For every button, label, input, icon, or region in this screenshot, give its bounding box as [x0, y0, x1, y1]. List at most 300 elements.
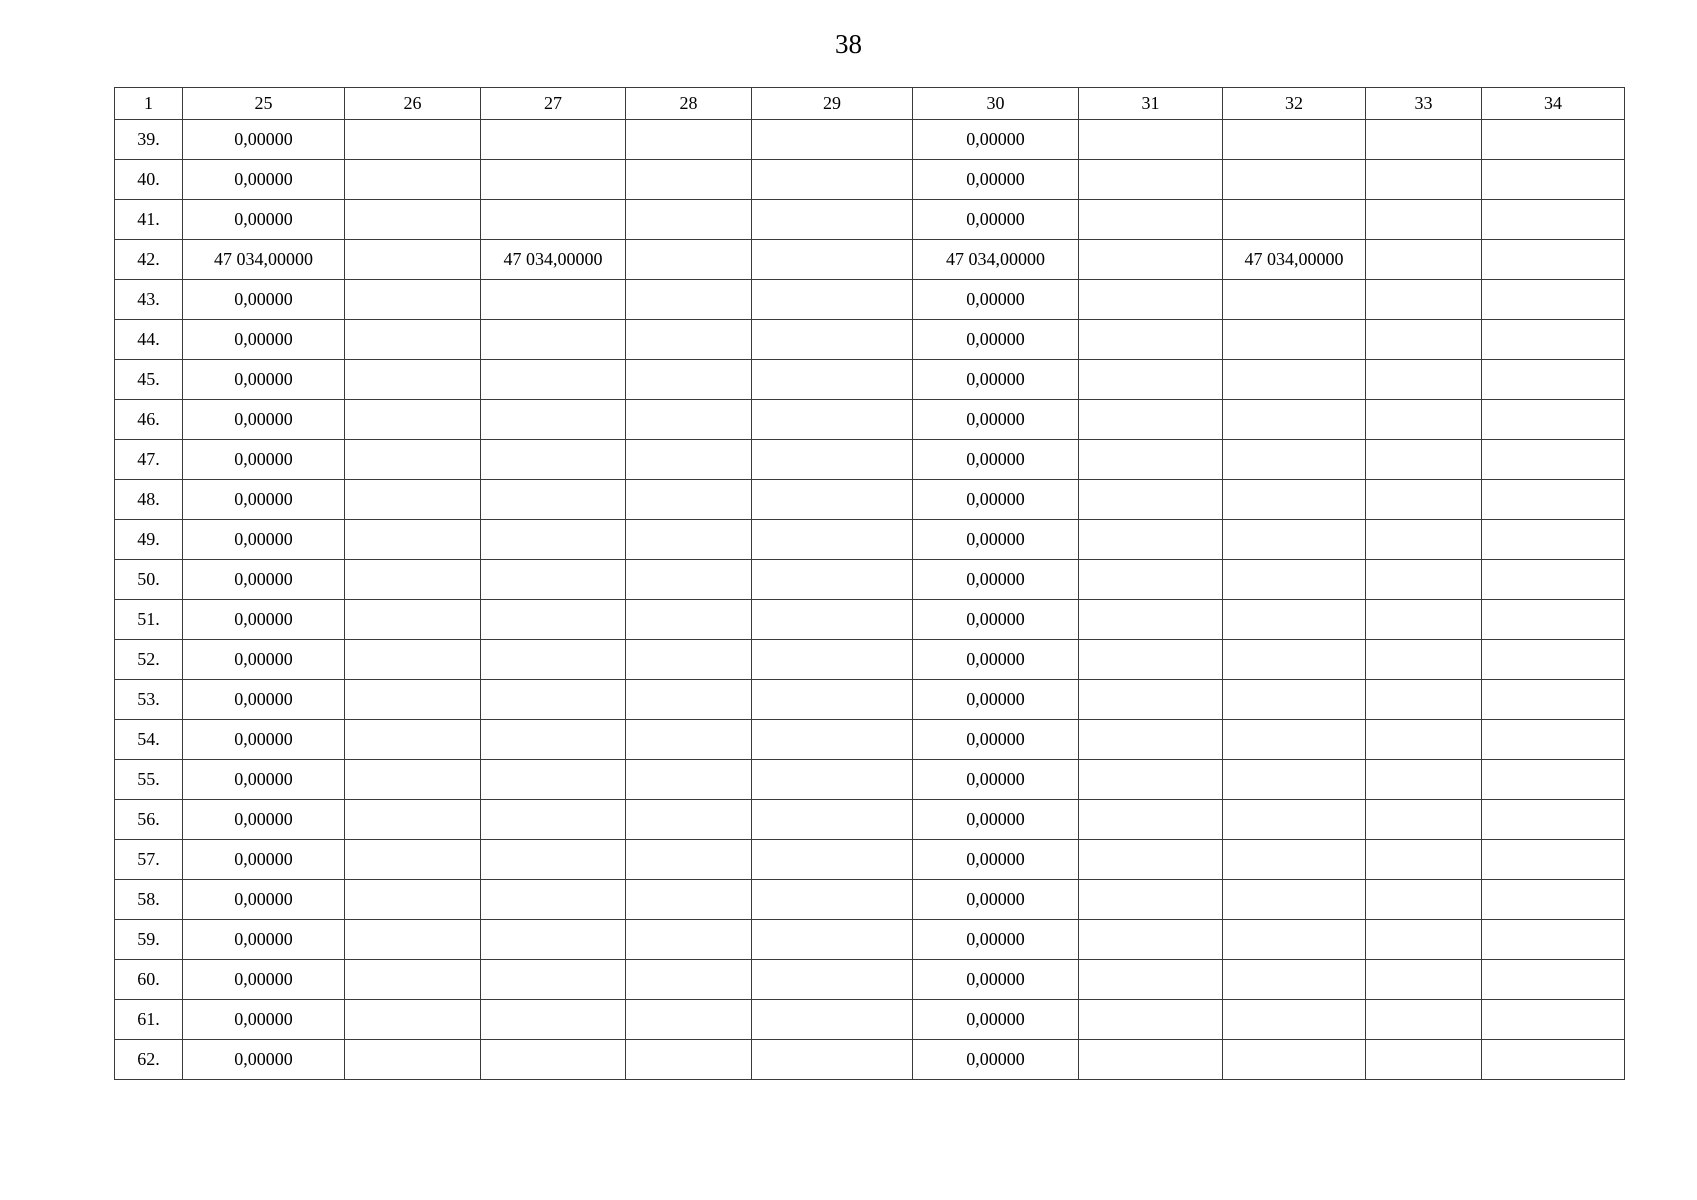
table-cell [626, 320, 752, 360]
row-number-cell: 58. [115, 880, 183, 920]
table-cell [626, 480, 752, 520]
table-cell [345, 240, 481, 280]
table-row [115, 320, 1625, 360]
column-header: 33 [1366, 88, 1482, 120]
table-cell: 0,00000 [183, 1000, 345, 1040]
table-row [115, 960, 1625, 1000]
table-cell [1223, 520, 1366, 560]
row-number-cell: 40. [115, 160, 183, 200]
row-number-cell: 43. [115, 280, 183, 320]
table-row [115, 800, 1625, 840]
table-cell: 0,00000 [913, 320, 1079, 360]
table-cell [626, 760, 752, 800]
row-number-cell: 60. [115, 960, 183, 1000]
table-cell [626, 1000, 752, 1040]
table-cell [1366, 160, 1482, 200]
row-number-cell: 52. [115, 640, 183, 680]
table-cell [1079, 160, 1223, 200]
table-cell [345, 520, 481, 560]
table-cell [1079, 560, 1223, 600]
table-cell [1223, 720, 1366, 760]
table-cell [1482, 760, 1625, 800]
page-number: 38 [835, 29, 862, 59]
table-cell [752, 640, 913, 680]
table-cell [1079, 920, 1223, 960]
table-cell [1223, 1040, 1366, 1080]
table-cell [1079, 880, 1223, 920]
table-cell [752, 520, 913, 560]
table-cell [345, 800, 481, 840]
row-number-cell: 51. [115, 600, 183, 640]
table-cell [345, 200, 481, 240]
table-cell: 0,00000 [913, 680, 1079, 720]
table-cell [1079, 1000, 1223, 1040]
table-cell [752, 360, 913, 400]
table-row [115, 600, 1625, 640]
column-header: 32 [1223, 88, 1366, 120]
table-cell [481, 600, 626, 640]
table-cell [752, 600, 913, 640]
table-cell [626, 960, 752, 1000]
table-cell [481, 320, 626, 360]
table-row [115, 360, 1625, 400]
table-cell [1223, 120, 1366, 160]
table-row [115, 480, 1625, 520]
table-cell: 0,00000 [183, 120, 345, 160]
table-cell [1079, 1040, 1223, 1080]
table-cell [1079, 320, 1223, 360]
row-number-cell: 62. [115, 1040, 183, 1080]
table-cell [345, 160, 481, 200]
table-cell: 0,00000 [183, 200, 345, 240]
table-cell [1366, 760, 1482, 800]
table-cell [752, 120, 913, 160]
row-number-cell: 41. [115, 200, 183, 240]
table-row [115, 440, 1625, 480]
table-cell [1079, 600, 1223, 640]
data-table [114, 87, 1625, 1080]
table-cell: 0,00000 [183, 680, 345, 720]
table-cell: 0,00000 [913, 560, 1079, 600]
table-cell [1366, 280, 1482, 320]
table-cell [481, 560, 626, 600]
table-cell [481, 880, 626, 920]
table-cell [1366, 520, 1482, 560]
table-cell: 0,00000 [913, 160, 1079, 200]
column-header: 27 [481, 88, 626, 120]
table-cell [481, 360, 626, 400]
table-cell [1366, 1040, 1482, 1080]
table-cell [1223, 560, 1366, 600]
table-cell [481, 400, 626, 440]
table-cell [1366, 680, 1482, 720]
table-cell: 0,00000 [913, 120, 1079, 160]
table-cell: 0,00000 [183, 920, 345, 960]
table-cell [1079, 440, 1223, 480]
table-cell [626, 920, 752, 960]
table-cell: 0,00000 [183, 800, 345, 840]
table-row [115, 400, 1625, 440]
table-row [115, 120, 1625, 160]
table-cell [626, 440, 752, 480]
table-cell [752, 1000, 913, 1040]
table-row [115, 880, 1625, 920]
table-row [115, 1000, 1625, 1040]
table-cell [1366, 600, 1482, 640]
column-header: 1 [115, 88, 183, 120]
table-cell [1366, 880, 1482, 920]
table-cell [752, 800, 913, 840]
table-cell [1223, 640, 1366, 680]
table-cell: 0,00000 [183, 1040, 345, 1080]
table-cell [1482, 360, 1625, 400]
table-cell [1482, 200, 1625, 240]
table-row [115, 200, 1625, 240]
table-cell [1079, 280, 1223, 320]
table-cell [1223, 600, 1366, 640]
table-row [115, 840, 1625, 880]
table-cell: 0,00000 [913, 640, 1079, 680]
table-cell [345, 560, 481, 600]
table-cell [1482, 960, 1625, 1000]
table-cell [345, 120, 481, 160]
table-cell: 0,00000 [913, 480, 1079, 520]
table-cell: 0,00000 [183, 400, 345, 440]
table-cell: 0,00000 [183, 280, 345, 320]
table-cell [1366, 840, 1482, 880]
table-row [115, 760, 1625, 800]
table-cell [1482, 400, 1625, 440]
table-cell [345, 360, 481, 400]
table-cell [1223, 400, 1366, 440]
table-cell [1223, 880, 1366, 920]
table-cell [481, 680, 626, 720]
table-cell [481, 960, 626, 1000]
table-cell: 0,00000 [913, 960, 1079, 1000]
table-cell: 0,00000 [913, 1000, 1079, 1040]
table-cell [481, 840, 626, 880]
table-cell [345, 640, 481, 680]
row-number-cell: 44. [115, 320, 183, 360]
table-cell: 0,00000 [183, 560, 345, 600]
row-number-cell: 53. [115, 680, 183, 720]
table-row [115, 160, 1625, 200]
table-cell: 0,00000 [913, 600, 1079, 640]
table-cell [752, 1040, 913, 1080]
table-cell [1079, 720, 1223, 760]
table-cell [1366, 440, 1482, 480]
table-cell [1223, 440, 1366, 480]
row-number-cell: 59. [115, 920, 183, 960]
table-cell: 0,00000 [183, 480, 345, 520]
table-cell [626, 160, 752, 200]
table-cell [1482, 160, 1625, 200]
table-cell [1482, 320, 1625, 360]
row-number-cell: 54. [115, 720, 183, 760]
table-cell: 0,00000 [913, 400, 1079, 440]
table-cell [1366, 800, 1482, 840]
table-cell [1482, 680, 1625, 720]
table-cell [752, 440, 913, 480]
table-cell: 0,00000 [183, 520, 345, 560]
column-header: 29 [752, 88, 913, 120]
table-cell [1223, 1000, 1366, 1040]
row-number-cell: 49. [115, 520, 183, 560]
table-cell [1223, 280, 1366, 320]
table-cell [481, 160, 626, 200]
table-cell: 0,00000 [913, 920, 1079, 960]
table-cell: 0,00000 [183, 760, 345, 800]
row-number-cell: 45. [115, 360, 183, 400]
table-row [115, 1040, 1625, 1080]
table-cell [1482, 520, 1625, 560]
table-cell [481, 640, 626, 680]
table-cell [1482, 440, 1625, 480]
table-cell [1223, 800, 1366, 840]
table-cell: 0,00000 [913, 760, 1079, 800]
row-number-cell: 46. [115, 400, 183, 440]
table-cell [1223, 920, 1366, 960]
table-cell [1223, 960, 1366, 1000]
table-cell [626, 400, 752, 440]
table-cell [481, 200, 626, 240]
table-cell [345, 1040, 481, 1080]
table-cell [1223, 160, 1366, 200]
table-cell [1223, 200, 1366, 240]
table-cell [626, 520, 752, 560]
table-cell [752, 760, 913, 800]
table-cell [752, 200, 913, 240]
table-cell [1482, 1000, 1625, 1040]
table-cell [752, 400, 913, 440]
table-cell [1079, 960, 1223, 1000]
table-cell: 0,00000 [913, 720, 1079, 760]
table-cell: 47 034,00000 [481, 240, 626, 280]
table-cell: 0,00000 [913, 440, 1079, 480]
table-cell: 0,00000 [913, 200, 1079, 240]
table-cell [345, 1000, 481, 1040]
table-cell [345, 400, 481, 440]
table-cell: 0,00000 [913, 800, 1079, 840]
table-cell [1366, 320, 1482, 360]
table-cell [626, 680, 752, 720]
table-cell [626, 560, 752, 600]
table-cell: 0,00000 [913, 280, 1079, 320]
table-cell [1482, 840, 1625, 880]
table-cell [752, 880, 913, 920]
table-cell [752, 240, 913, 280]
row-number-cell: 39. [115, 120, 183, 160]
table-row [115, 280, 1625, 320]
table-row [115, 920, 1625, 960]
table-row [115, 720, 1625, 760]
table-cell [626, 240, 752, 280]
table-cell [345, 320, 481, 360]
table-cell [626, 640, 752, 680]
table-row [115, 240, 1625, 280]
table-cell [1079, 120, 1223, 160]
table-cell: 0,00000 [913, 840, 1079, 880]
table-cell [1366, 640, 1482, 680]
column-header: 26 [345, 88, 481, 120]
column-header: 34 [1482, 88, 1625, 120]
table-cell [1366, 720, 1482, 760]
table-cell [1482, 120, 1625, 160]
table-cell [1366, 120, 1482, 160]
table-cell [1366, 960, 1482, 1000]
table-cell [1366, 400, 1482, 440]
table-cell [1223, 480, 1366, 520]
table-body [115, 120, 1625, 1080]
table-cell [1482, 1040, 1625, 1080]
table-cell [1482, 640, 1625, 680]
table-cell [626, 360, 752, 400]
table-cell [752, 840, 913, 880]
table-cell [752, 960, 913, 1000]
table-cell [1079, 360, 1223, 400]
table-cell [1366, 1000, 1482, 1040]
table-cell: 0,00000 [183, 160, 345, 200]
table-cell [1482, 280, 1625, 320]
table-cell: 0,00000 [183, 360, 345, 400]
table-cell [1223, 360, 1366, 400]
table-cell [345, 480, 481, 520]
table-cell [1366, 200, 1482, 240]
table-cell [1079, 760, 1223, 800]
table-cell [1482, 480, 1625, 520]
table-cell [481, 440, 626, 480]
table-cell [626, 800, 752, 840]
table-cell [752, 680, 913, 720]
table-cell [1079, 520, 1223, 560]
table-cell [1482, 600, 1625, 640]
row-number-cell: 50. [115, 560, 183, 600]
table-cell [626, 200, 752, 240]
table-cell [481, 1000, 626, 1040]
table-cell [752, 320, 913, 360]
table-cell [626, 720, 752, 760]
table-cell [752, 480, 913, 520]
table-cell [1482, 720, 1625, 760]
row-number-cell: 48. [115, 480, 183, 520]
table-cell [1079, 680, 1223, 720]
row-number-cell: 56. [115, 800, 183, 840]
table-cell [345, 680, 481, 720]
table-cell [481, 720, 626, 760]
column-header: 31 [1079, 88, 1223, 120]
table-cell [345, 600, 481, 640]
table-cell [1079, 840, 1223, 880]
table-cell [481, 480, 626, 520]
table-cell [345, 440, 481, 480]
table-cell [345, 960, 481, 1000]
table-cell: 0,00000 [183, 880, 345, 920]
table-cell [1223, 840, 1366, 880]
table-cell [752, 160, 913, 200]
table-cell [1223, 680, 1366, 720]
table-cell [1482, 560, 1625, 600]
table-cell [1366, 480, 1482, 520]
table-cell [345, 920, 481, 960]
row-number-cell: 42. [115, 240, 183, 280]
column-header: 30 [913, 88, 1079, 120]
table-cell [481, 120, 626, 160]
table-cell [345, 760, 481, 800]
table-cell [626, 600, 752, 640]
table-cell [345, 840, 481, 880]
table-cell [1366, 360, 1482, 400]
row-number-cell: 55. [115, 760, 183, 800]
table-cell: 47 034,00000 [1223, 240, 1366, 280]
table-cell [481, 920, 626, 960]
table-cell [1366, 920, 1482, 960]
table-cell [1079, 640, 1223, 680]
table-cell: 0,00000 [913, 880, 1079, 920]
table-cell [1482, 880, 1625, 920]
header-row [115, 88, 1625, 120]
table-cell: 0,00000 [183, 960, 345, 1000]
table-cell [1223, 320, 1366, 360]
table-cell: 47 034,00000 [913, 240, 1079, 280]
table-cell: 0,00000 [913, 520, 1079, 560]
table-cell [481, 760, 626, 800]
table-cell [626, 1040, 752, 1080]
table-cell [752, 720, 913, 760]
row-number-cell: 47. [115, 440, 183, 480]
table-cell: 0,00000 [913, 360, 1079, 400]
table-cell [1482, 800, 1625, 840]
table-row [115, 680, 1625, 720]
table-cell [345, 880, 481, 920]
table-header [115, 88, 1625, 120]
table-cell [1079, 240, 1223, 280]
row-number-cell: 61. [115, 1000, 183, 1040]
table-cell [1079, 800, 1223, 840]
table-cell [481, 1040, 626, 1080]
table-cell [626, 280, 752, 320]
table-cell [752, 560, 913, 600]
table-row [115, 520, 1625, 560]
table-cell [1366, 240, 1482, 280]
table-cell: 0,00000 [183, 640, 345, 680]
table-cell [626, 120, 752, 160]
table-cell [752, 280, 913, 320]
table-cell [345, 720, 481, 760]
table-cell [1079, 400, 1223, 440]
table-cell [1079, 480, 1223, 520]
row-number-cell: 57. [115, 840, 183, 880]
table-cell [1482, 920, 1625, 960]
table-cell [626, 880, 752, 920]
column-header: 28 [626, 88, 752, 120]
table-cell [345, 280, 481, 320]
table-cell [626, 840, 752, 880]
table-cell [1223, 760, 1366, 800]
table-cell: 0,00000 [183, 320, 345, 360]
table-row [115, 560, 1625, 600]
table-cell: 0,00000 [183, 720, 345, 760]
column-header: 25 [183, 88, 345, 120]
table-cell: 0,00000 [913, 1040, 1079, 1080]
table-cell: 0,00000 [183, 840, 345, 880]
table-cell [1079, 200, 1223, 240]
table-cell [481, 280, 626, 320]
table-cell: 0,00000 [183, 440, 345, 480]
table-cell [481, 800, 626, 840]
table-cell: 0,00000 [183, 600, 345, 640]
table-cell [1366, 560, 1482, 600]
table-cell [1482, 240, 1625, 280]
